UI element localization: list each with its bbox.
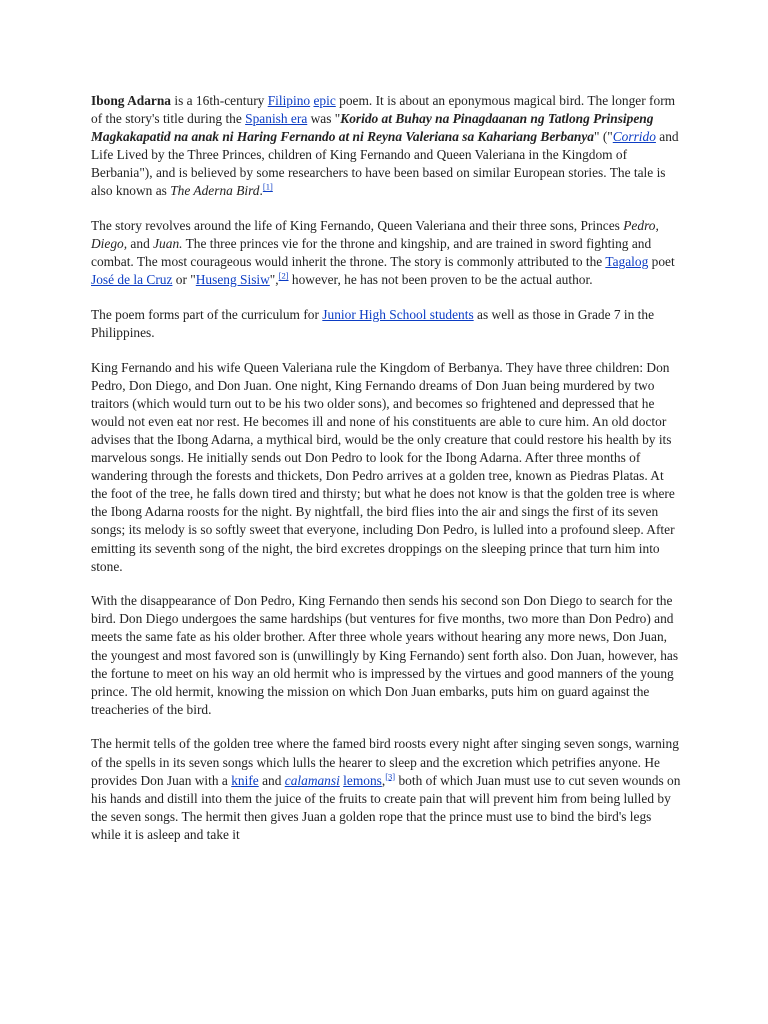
text-span: The story revolves around the life of King Fernando, Queen Valeriana and their three sons, Princes	[91, 218, 624, 234]
paragraph-plot-1: King Fernando and his wife Queen Valeriana rule the Kingdom of Berbanya. They have three children: Don Pedro, Don Diego, and Don Juan. One night, King Fernando dreams of Don Juan being murdered by two traitors (which would turn out to be his two older sons), and becomes so frightened and depressed that he would not even eat nor rest. He becomes ill and none of his constituents are able to cure him. An old doctor advises that the Ibong Adarna, a mythical bird, would be the only creature that could restore his health by its marvelous songs. He initially sends out Don Pedro to look for the Ibong Adarna. After three months of wandering through the forests and thickets, Don Pedro arrives at a golden tree, known as Piedras Platas. At the foot of the tree, he falls down tired and thirsty; but what he does not know is that the golden tree is where the Ibong Adarna roosts for the night. By nightfall, the bird flies into the air and sings the first of its seven songs; its melody is so softly sweet that everyone, including Don Pedro, is lulled into a profound sleep. After emitting its seventh song of the night, the bird excretes droppings on the sleeping prince that turn him into stone.	[91, 359, 675, 574]
text-span: poem. It is about an eponymous magical bird. The longer form of the story's title during the	[91, 93, 676, 127]
paragraph-plot-3	[91, 735, 681, 844]
link-tagalog[interactable]: Tagalog	[605, 254, 649, 270]
text-span: ",	[269, 272, 279, 288]
text-span: and	[258, 772, 285, 788]
paragraph-story	[91, 217, 681, 289]
link-corrido[interactable]: Corrido	[612, 129, 656, 145]
princes-names: Pedro, Diego,	[91, 218, 659, 252]
link-jose-de-la-cruz[interactable]: José de la Cruz	[91, 272, 173, 288]
text-span: both of which Juan must use to cut seven wounds on his hands and distill into them the juice of the fruits to create pain that will prevent him from being lulled by the seven songs. The hermit then gives Juan a golden rope that the prince must use to bind the bird's legs while it is asleep and take it	[91, 772, 681, 842]
link-junior-high-school[interactable]: Junior High School students	[322, 306, 474, 322]
text-span: and	[127, 236, 154, 252]
link-lemons[interactable]: lemons	[343, 772, 382, 788]
text-span: " ("	[594, 129, 613, 145]
alt-title: The Aderna Bird	[170, 183, 260, 199]
paragraph-intro	[91, 92, 681, 201]
article-body	[91, 92, 681, 860]
text-span: The three princes vie for the throne and kingship, and are trained in sword fighting and combat. The most courageous would inherit the throne. The story is commonly attributed to the	[91, 236, 652, 270]
long-title: Korido at Buhay na Pinagdaanan ng Tatlong Prinsipeng Magkakapatid na anak ni Haring Fernando at ni Reyna Valeriana sa Kahariang Berbanya	[91, 111, 654, 145]
link-calamansi[interactable]: calamansi	[284, 772, 340, 788]
text-span: The poem forms part of the curriculum for	[91, 306, 323, 322]
text-span: was "	[307, 111, 341, 127]
text-span: and Life Lived by the Three Princes, children of King Fernando and Queen Valeriana in the Kingdom of Berbania"), and is believed by some researchers to have been based on similar European stories. The tale is also known as	[91, 129, 679, 199]
text-span: ,	[381, 772, 386, 788]
paragraph-plot-2: With the disappearance of Don Pedro, King Fernando then sends his second son Don Diego to search for the bird. Don Diego undergoes the same hardships (but ventures for five months, two more than Don Pedro) and meets the same fate as his older brother. After three whole years without hearing any more news, Don Juan, the youngest and most favored son is (unwillingly by King Fernando) sent forth also. Don Juan, however, has the fortune to meet on his way an old hermit who is impressed by the virtues and good manners of the young prince. The old hermit, knowing the mission on which Don Juan embarks, puts him on guard against the treacheries of the bird.	[91, 593, 679, 717]
text-span: poet	[648, 254, 675, 270]
text-span: The hermit tells of the golden tree where the famed bird roosts every night after singing seven songs, warning of the spells in its seven songs which lulls the hearer to sleep and the excretion which petrifies anyone. He provides Don Juan with a	[91, 736, 679, 788]
link-filipino[interactable]: Filipino	[267, 93, 311, 108]
text-span: however, he has not been proven to be the actual author.	[288, 272, 593, 288]
reference-link-3[interactable]: [3]	[385, 771, 396, 782]
link-knife[interactable]: knife	[231, 772, 259, 788]
link-spanish-era[interactable]: Spanish era	[245, 111, 308, 127]
reference-link-2[interactable]: [2]	[278, 270, 289, 281]
text-span: as well as those in Grade 7 in the Philippines.	[91, 306, 655, 341]
prince-juan-name: Juan.	[153, 236, 183, 252]
text-span: or "	[172, 272, 196, 288]
paragraph-curriculum	[91, 306, 681, 342]
reference-link-1[interactable]: [1]	[262, 182, 273, 192]
article-title-term: Ibong Adarna	[91, 93, 172, 108]
text-span: is a 16th-century	[171, 93, 268, 108]
link-huseng-sisiw[interactable]: Huseng Sisiw	[195, 272, 270, 288]
text-span: .	[259, 183, 263, 199]
link-epic[interactable]: epic	[313, 93, 336, 108]
